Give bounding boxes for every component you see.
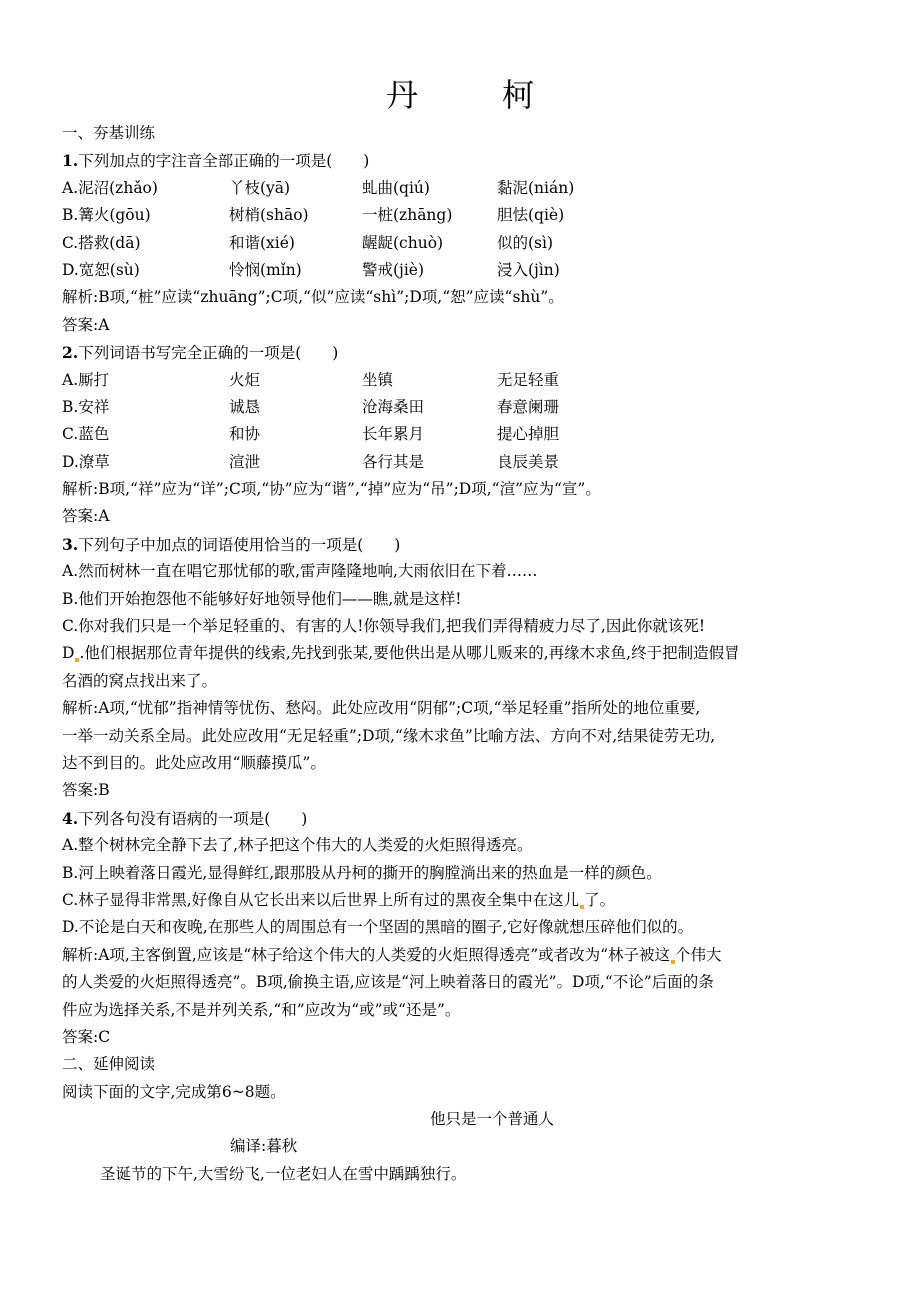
question-3-option-d-cont: 名酒的窝点找出来了。 <box>62 671 218 690</box>
option-cell: B.安祥 <box>62 397 110 416</box>
option-cell: 浸入(jìn) <box>497 260 560 279</box>
question-3-stem <box>62 531 862 558</box>
section-heading: 一、夯基训练 <box>62 124 156 142</box>
question-number: 3. <box>62 534 79 554</box>
option-cell: 长年累月 <box>362 425 425 444</box>
question-3-option-d <box>62 640 862 667</box>
question-number: 2. <box>62 343 79 363</box>
story-paragraph: 圣诞节的下午,大雪纷飞,一位老妇人在雪中踽踽独行。 <box>100 1164 467 1183</box>
question-text: 下列句子中加点的词语使用恰当的一项是( ) <box>78 535 401 554</box>
question-4-option-d: D.不论是白天和夜晚,在那些人的周围总有一个坚固的黑暗的圈子,它好像就想压碎他们似的。 <box>62 918 694 937</box>
question-text: 下列各句没有语病的一项是( ) <box>78 809 308 828</box>
option-cell: 和谐(xié) <box>229 233 295 252</box>
question-2-option-row <box>62 394 862 421</box>
question-number: 4. <box>62 808 79 828</box>
question-2-analysis: 解析:B项,“祥”应为“详”;C项,“协”应为“谐”,“掉”应为“吊”;D项,“渲”应为“宣”。 <box>62 480 601 499</box>
question-1-options <box>62 175 862 285</box>
option-cell: 似的(sì) <box>497 233 554 252</box>
option-cell: 无足轻重 <box>497 370 560 389</box>
question-2-stem <box>62 339 862 366</box>
question-1-option-row <box>62 257 862 284</box>
option-cell: 春意阑珊 <box>497 397 560 416</box>
option-text: .他们根据那位青年提供的线索,先找到张某,要他供出是从哪儿贩来的,再缘木求鱼,终于把制造假冒 <box>79 644 740 663</box>
question-4-option-b: B.河上映着落日霞光,显得鲜红,跟那股从丹柯的撕开的胸膛淌出来的热血是一样的颜色。 <box>62 863 662 882</box>
option-cell: 沧海桑田 <box>362 397 425 416</box>
option-cell: 坐镇 <box>362 370 394 389</box>
option-cell: 龌龊(chuò) <box>362 233 444 252</box>
question-4-analysis-1 <box>62 942 862 969</box>
option-cell: D.宽恕(sù) <box>62 260 140 279</box>
option-cell: 丫枝(yā) <box>229 178 291 197</box>
story-title: 他只是一个普通人 <box>429 1110 554 1129</box>
question-1-analysis: 解析:B项,“桩”应读“zhuāng”;C项,“似”应读“shì”;D项,“恕”应读“shù”。 <box>62 288 564 307</box>
question-2-answer: 答案:A <box>62 507 110 526</box>
option-cell: 怜悯(mǐn) <box>229 260 302 279</box>
option-cell: 树梢(shāo) <box>229 206 309 225</box>
question-1-answer: 答案:A <box>62 315 110 334</box>
option-cell: 火炬 <box>229 370 261 389</box>
option-text-end: 了。 <box>584 890 616 909</box>
question-2-option-row <box>62 367 862 394</box>
option-cell: C.蓝色 <box>62 425 110 444</box>
option-cell: 诚恳 <box>229 397 261 416</box>
question-1-option-row <box>62 202 862 229</box>
question-text: 下列加点的字注音全部正确的一项是( ) <box>78 152 370 171</box>
option-cell: D.潦草 <box>62 452 110 471</box>
question-2-option-row <box>62 421 862 448</box>
option-text: C.林子显得非常黑,好像自从它长出来以后世界上所有过的黑夜全集中在这儿 <box>62 890 580 909</box>
option-cell: 和协 <box>229 425 261 444</box>
option-cell: B.篝火(gōu) <box>62 206 151 225</box>
option-cell: C.搭救(dā) <box>62 233 141 252</box>
question-4-option-a: A.整个树林完全静下去了,林子把这个伟大的人类爱的火炬照得透亮。 <box>62 836 533 855</box>
option-letter: D <box>62 644 75 663</box>
option-cell: 警戒(jiè) <box>362 260 425 279</box>
question-3-analysis-3: 达不到目的。此处应改用“顺藤摸瓜”。 <box>62 753 326 772</box>
question-4-option-c <box>62 887 862 914</box>
option-cell: A.厮打 <box>62 370 110 389</box>
question-1-option-row <box>62 175 862 202</box>
question-4-answer: 答案:C <box>62 1027 111 1046</box>
section-heading: 二、延伸阅读 <box>62 1055 156 1074</box>
option-cell: A.泥沼(zhǎo) <box>62 178 158 197</box>
question-1-option-row <box>62 230 862 257</box>
question-3-analysis-2: 一举一动关系全局。此处应改用“无足轻重”;D项,“缘木求鱼”比喻方法、方向不对,结果徒劳无功, <box>62 726 716 745</box>
question-1-stem <box>62 147 862 174</box>
question-3-analysis-1: 解析:A项,“忧郁”指神情等忧伤、愁闷。此处应改用“阴郁”;C项,“举足轻重”指所处的地位重要, <box>62 699 701 718</box>
option-cell: 提心掉胆 <box>497 425 560 444</box>
question-3-option-a: A.然而树林一直在唱它那忧郁的歌,雷声隆隆地响,大雨依旧在下着…… <box>62 562 538 581</box>
analysis-text: 解析:A项,主客倒置,应该是“林子给这个伟大的人类爱的火炬照得透亮”或者改为“林子被这 <box>62 945 671 964</box>
question-3-answer: 答案:B <box>62 781 110 800</box>
question-4-stem <box>62 805 862 832</box>
question-number: 1. <box>62 151 79 171</box>
option-cell: 黏泥(nián) <box>497 178 575 197</box>
analysis-text-end: 个伟大 <box>675 945 722 964</box>
question-3-option-c: C.你对我们只是一个举足轻重的、有害的人!你领导我们,把我们弄得精疲力尽了,因此你就该死! <box>62 617 706 636</box>
option-cell: 各行其是 <box>362 452 425 471</box>
question-2-option-row <box>62 449 862 476</box>
reading-instructions: 阅读下面的文字,完成第6~8题。 <box>62 1082 286 1101</box>
question-4-analysis-3: 件应为选择关系,不是并列关系,“和”应改为“或”或“还是”。 <box>62 1000 461 1019</box>
question-text: 下列词语书写完全正确的一项是( ) <box>78 344 339 363</box>
option-cell: 虬曲(qiú) <box>362 178 430 197</box>
document-body <box>62 120 862 1188</box>
question-3-option-b: B.他们开始抱怨他不能够好好地领导他们——瞧,就是这样! <box>62 589 462 608</box>
document-title: 丹 柯 <box>385 76 560 114</box>
translator-credit: 编译:暮秋 <box>230 1137 298 1156</box>
option-cell: 良辰美景 <box>497 452 560 471</box>
question-2-options <box>62 367 862 477</box>
option-cell: 渲泄 <box>229 452 261 471</box>
option-cell: 胆怯(qiè) <box>497 206 565 225</box>
option-cell: 一桩(zhāng) <box>362 206 453 225</box>
question-4-analysis-2: 的人类爱的火炬照得透亮”。B项,偷换主语,应该是“河上映着落日的霞光”。D项,“不论”后面的条 <box>62 973 714 992</box>
